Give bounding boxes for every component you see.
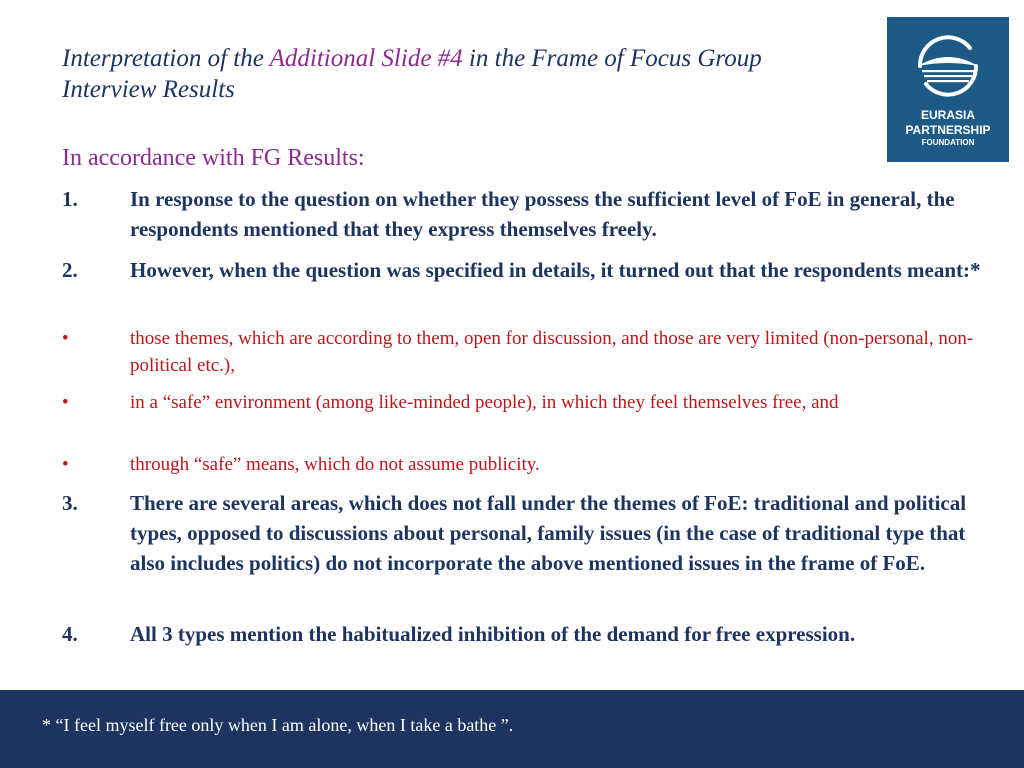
bullet-marker: • [62,454,69,475]
item-text: However, when the question was specified in details, it turned out that the respondents meant:* [130,258,981,282]
subheading: In accordance with FG Results: [62,145,365,171]
bullet-text: in a “safe” environment (among like-minded people), in which they feel themselves free, and [130,392,839,413]
footer-note: * “I feel myself free only when I am alone, when I take a bathe ”. [42,715,514,735]
logo-line-3: FOUNDATION [921,138,975,147]
item-text: There are several areas, which does not fall under the themes of FoE: traditional and political types, opposed to discussions about personal, family issues (in the case of traditional type that also includes politics) do not incorporate the above mentioned issues in the frame of FoE. [130,491,967,575]
logo-line-1: EURASIA [920,108,975,122]
list-item [62,184,982,244]
slide-title [62,43,852,105]
item-text: All 3 types mention the habitualized inhibition of the demand for free expression. [130,622,856,646]
title-accent: Additional Slide #4 [269,45,463,72]
bullet-text: through “safe” means, which do not assume publicity. [130,454,540,475]
bullet-item [62,389,982,416]
item-number: 2. [62,258,78,282]
list-item [62,255,982,285]
list-item [62,488,982,578]
title-suffix: in the Frame of Focus Group Interview Results [62,45,762,103]
logo-line-2: PARTNERSHIP [905,123,991,137]
item-number: 3. [62,491,78,515]
bullet-marker: • [62,392,69,413]
bullet-text: those themes, which are according to them, open for discussion, and those are very limited (non-personal, non-political etc.), [130,328,974,376]
item-number: 4. [62,622,78,646]
item-number: 1. [62,187,78,211]
globe-logo-icon [912,30,984,102]
footer-bar [0,690,1024,768]
eurasia-partnership-logo [887,17,1009,162]
item-text: In response to the question on whether they possess the sufficient level of FoE in general, the respondents mentioned that they express themselves freely. [130,187,955,241]
title-prefix: Interpretation of the [62,45,270,72]
bullet-item [62,451,982,478]
list-item [62,619,982,649]
bullet-item [62,325,982,379]
bullet-marker: • [62,328,69,349]
